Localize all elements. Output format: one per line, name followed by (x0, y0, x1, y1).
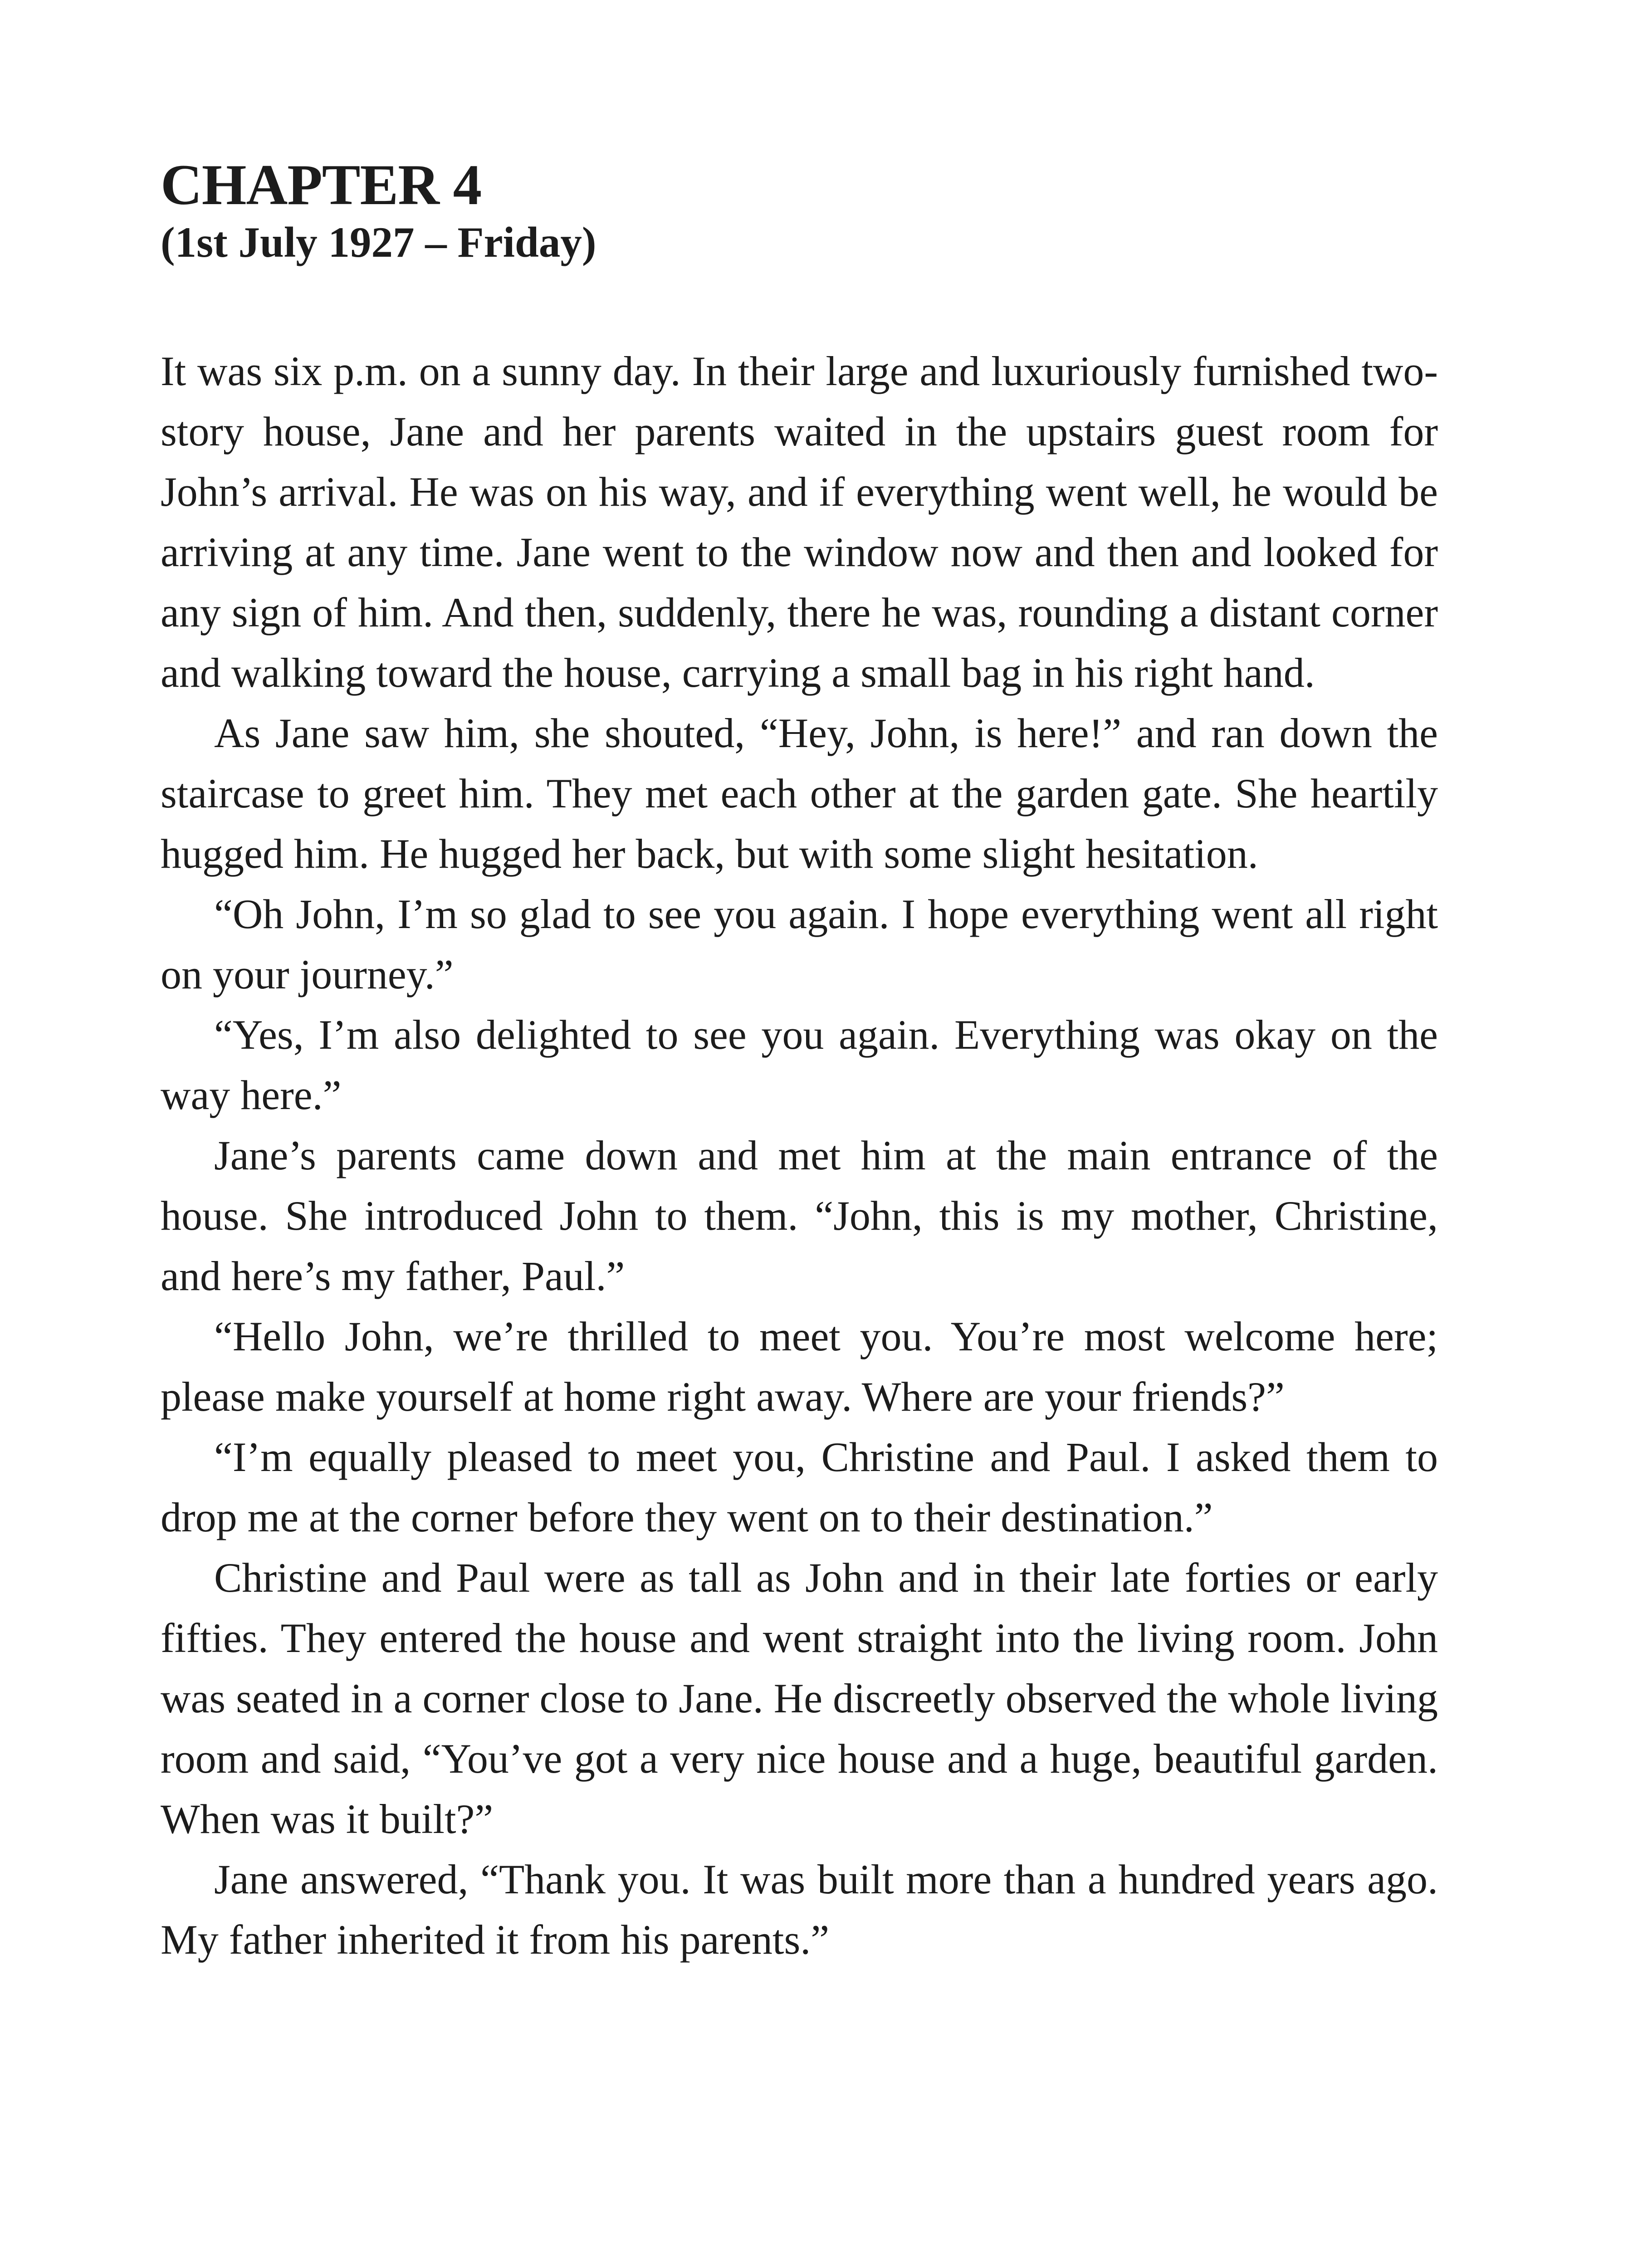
paragraph: “Hello John, we’re thrilled to meet you. You’re most welcome here; please make yourself at home right away. Where are your friends?” (161, 1313, 1438, 1420)
paragraph: Christine and Paul were as tall as John and in their late forties or early fifties. They entered the house and went straight into the living room. John was seated in a corner close to Jane. He discreetly observed the whole living room and said, “You’ve got a very nice house and a huge, beautiful garden. When was it built?” (161, 1554, 1438, 1842)
paragraph: As Jane saw him, she shouted, “Hey, John, is here!” and ran down the staircase to greet him. They met each other at the garden gate. She heartily hugged him. He hugged her back, but with some slight hesitation. (161, 709, 1438, 877)
chapter-subtitle: (1st July 1927 – Friday) (161, 218, 596, 266)
paragraph: It was six p.m. on a sunny day. In their large and luxuriously furnished two-story house, Jane and her parents waited in the upstairs guest room for John’s arrival. He was on his way, and if everything went well, he would be arriving at any time. Jane went to the window now and then and looked for any sign of him. And then, suddenly, there he was, rounding a distant corner and walking toward the house, carrying a small bag in his right hand. (161, 347, 1438, 696)
paragraph: “I’m equally pleased to meet you, Christine and Paul. I asked them to drop me at the corner before they went on to their destination.” (161, 1433, 1438, 1540)
page-content (161, 153, 1438, 1970)
chapter-body (161, 341, 1438, 1970)
paragraph: Jane answered, “Thank you. It was built more than a hundred years ago. My father inherited it from his parents.” (161, 1856, 1438, 1963)
chapter-title: CHAPTER 4 (161, 153, 482, 217)
paragraph: Jane’s parents came down and met him at the main entrance of the house. She introduced John to them. “John, this is my mother, Christine, and here’s my father, Paul.” (161, 1132, 1438, 1299)
paragraph: “Oh John, I’m so glad to see you again. I hope everything went all right on your journey.” (161, 890, 1438, 997)
paragraph: “Yes, I’m also delighted to see you again. Everything was okay on the way here.” (161, 1011, 1438, 1118)
